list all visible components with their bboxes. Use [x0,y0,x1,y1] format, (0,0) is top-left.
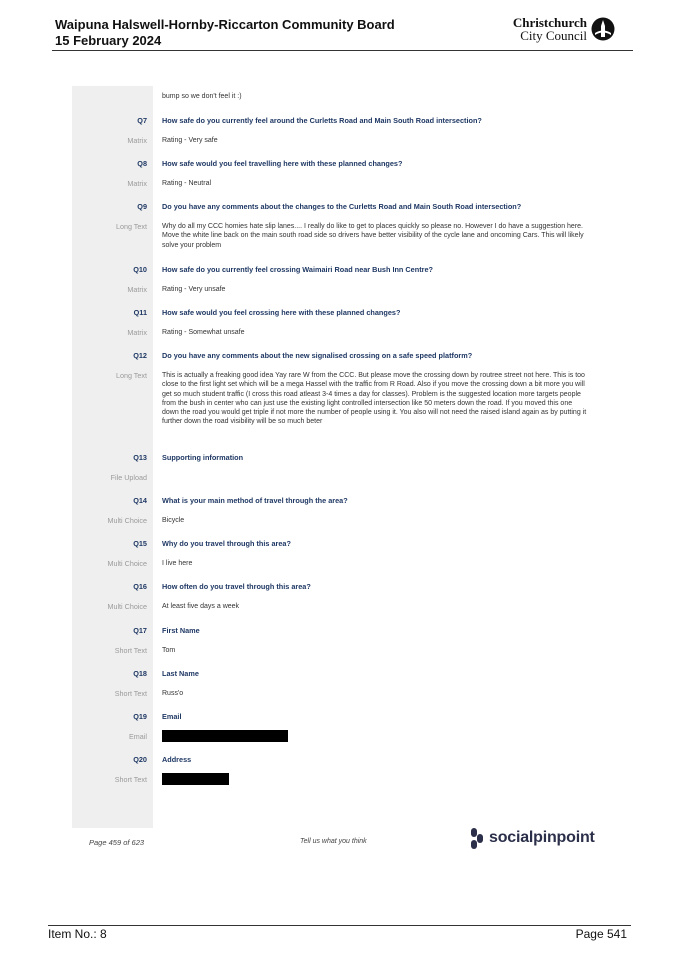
question-text: How safe would you feel crossing here with these planned changes? [162,308,401,317]
item-number: Item No.: 8 [48,927,107,941]
question-type: Short Text [114,689,147,698]
question-text: Address [162,755,192,764]
question-type: Matrix [127,328,147,337]
board-title: Waipuna Halswell-Hornby-Riccarton Community Board [55,17,395,32]
question-text: Supporting information [162,453,244,462]
survey-response-sheet [72,86,602,856]
answer-text: Rating - Neutral [162,180,212,187]
page-number: Page 541 [575,927,627,941]
question-number: Q13 [133,453,147,462]
question-number: Q7 [137,116,147,125]
question-text: Do you have any comments about the changes to the Curletts Road and Main South Road intersection? [162,202,522,211]
question-number: Q14 [133,496,147,505]
question-text: Why do you travel through this area? [162,539,291,548]
logo-line-2: City Council [520,28,587,43]
question-type: Matrix [127,136,147,145]
answer-text: Rating - Very unsafe [162,286,226,293]
question-number: Q19 [133,712,147,721]
question-number: Q16 [133,582,147,591]
question-number: Q12 [133,351,147,360]
answer-text: This is actually a freaking good idea Yay rare W from the CCC. But please move the crossing down by routree street not here. This is too close to the first light set which will be a mega Hassel with the traffic from R Road. Also if you move the crossing down a bit more you will get so much student traffic (I cross this road atleast 3-4 times a day for classes). Problem is the suggested location more targets people from the bush in center who can just use the existing light controlled intersection like 50 meters down the road. If you moved this one down the road you would get triple if not more the number of people using it. You also will not need the raised island again as by putting it further down the road visibility will be so much beter [162,372,587,426]
question-text: What is your main method of travel through the area? [162,496,348,505]
answer-text: Rating - Very safe [162,137,218,144]
answer-text: Russ'o [162,690,184,697]
question-type: Matrix [127,179,147,188]
question-number: Q9 [137,202,147,211]
answer-text: At least five days a week [162,603,240,610]
socialpinpoint-icon [469,828,485,850]
question-text: How safe do you currently feel crossing Waimairi Road near Bush Inn Centre? [162,265,433,274]
socialpinpoint-logo [469,827,604,851]
socialpinpoint-wordmark: socialpinpoint [489,829,595,846]
question-number: Q8 [137,159,147,168]
question-type: Email [129,732,147,741]
question-text: Email [162,712,182,721]
question-number: Q18 [133,669,147,678]
answer-text: Bicycle [162,517,185,524]
answer-text: Tom [162,647,176,654]
answer-text: Why do all my CCC homies hate slip lanes.... I really do like to get to places quickly so please no. However I do have a suggestion here. Move the white line back on the main south road side so drivers have better visibility of the cycle lane and oncoming Cars. This will likely solve your problem [162,223,584,249]
question-type: Multi Choice [107,559,147,568]
question-number: Q15 [133,539,147,548]
meeting-date: 15 February 2024 [55,33,162,48]
question-type: Long Text [115,222,147,231]
question-type: Multi Choice [107,516,147,525]
question-number: Q11 [133,308,147,317]
question-type: Matrix [127,285,147,294]
header-divider [52,50,633,51]
question-text: How safe do you currently feel around the Curletts Road and Main South Road intersection? [162,116,482,125]
question-type: Multi Choice [107,602,147,611]
footer-divider [48,925,631,926]
question-text: How safe would you feel travelling here with these planned changes? [162,159,403,168]
question-type: File Upload [110,473,147,482]
question-text: Last Name [162,669,199,678]
question-text: Do you have any comments about the new signalised crossing on a safe speed platform? [162,351,473,360]
answer-text: I live here [162,560,193,567]
previous-answer-continuation: bump so we don't feel it :) [162,93,242,100]
question-number: Q20 [133,755,147,764]
question-type: Short Text [114,646,147,655]
question-number: Q10 [133,265,147,274]
redacted-email [162,730,288,742]
question-type: Long Text [115,371,147,380]
survey-page-number: Page 459 of 623 [89,838,145,847]
answer-text: Rating - Somewhat unsafe [162,329,245,336]
cathedral-emblem-icon [591,17,615,41]
logo-line-1: Christchurch [512,15,587,30]
council-logo [512,16,617,46]
survey-tagline: Tell us what you think [300,838,367,845]
redacted-address [162,773,229,785]
question-type: Short Text [114,775,147,784]
question-number: Q17 [133,626,147,635]
question-text: First Name [162,626,200,635]
question-text: How often do you travel through this area? [162,582,311,591]
